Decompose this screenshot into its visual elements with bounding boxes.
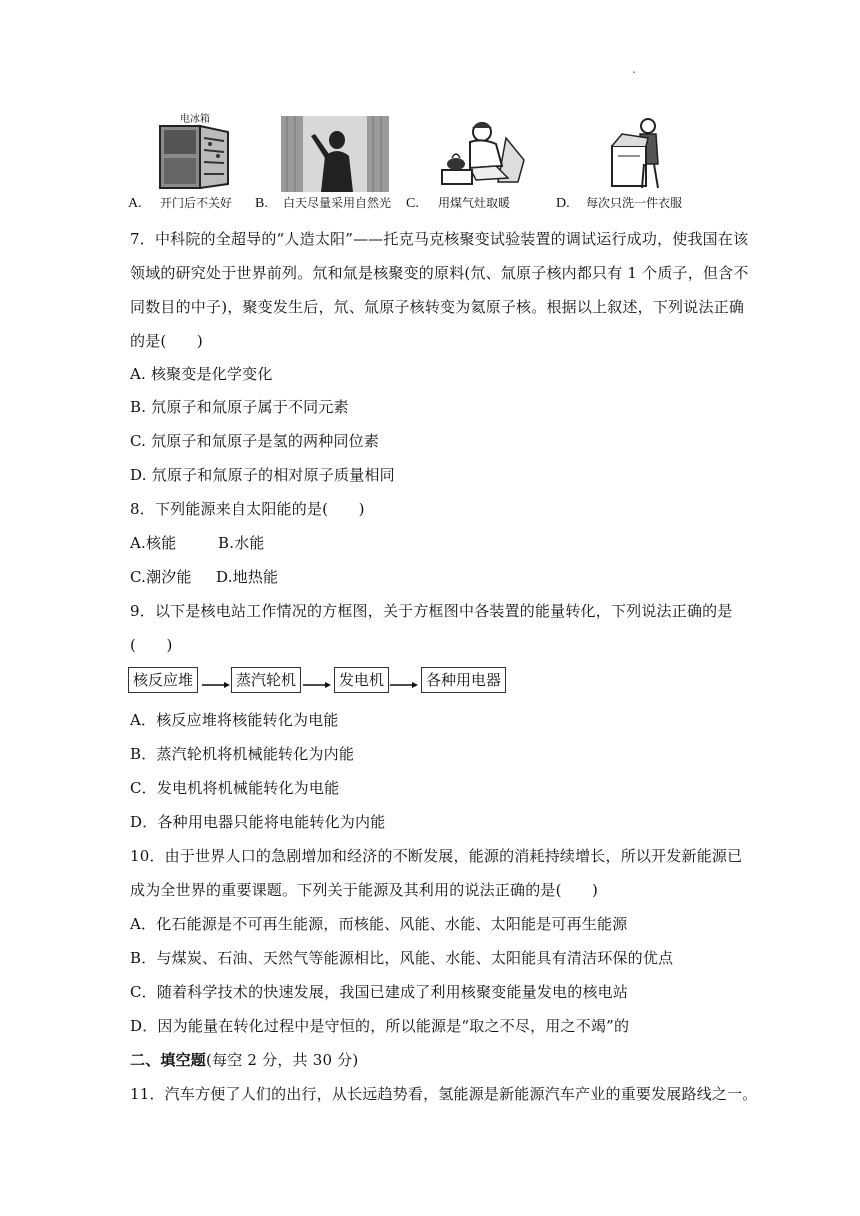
q7-option-b[interactable]: B. 氘原子和氚原子属于不同元素: [130, 398, 349, 416]
q7-stem-line-2: 领域的研究处于世界前列。氘和氚是核聚变的原料(氘、氚原子核内都只有 1 个质子，但含不: [130, 264, 749, 282]
q8-option-a[interactable]: A.核能: [130, 534, 177, 552]
washing-machine-icon: [608, 116, 668, 190]
flow-box-generator: 发电机: [334, 667, 389, 693]
flow-box-reactor: 核反应堆: [128, 667, 198, 693]
q7-option-d[interactable]: D. 氘原子和氚原子的相对原子质量相同: [130, 466, 395, 484]
q6-option-d[interactable]: [556, 112, 726, 212]
q10-option-b[interactable]: B．与煤炭、石油、天然气等能源相比，风能、水能、太阳能具有清洁环保的优点: [130, 949, 674, 967]
option-caption: 用煤气灶取暖: [438, 196, 511, 210]
q10-option-c[interactable]: C．随着科学技术的快速发展，我国已建成了利用核聚变能量发电的核电站: [130, 983, 629, 1001]
q7-stem-line-1: 7．中科院的全超导的“人造太阳”——托克马克核聚变试验装置的调试运行成功，使我国在该: [130, 230, 749, 248]
top-mark: .: [632, 62, 636, 76]
option-letter: C.: [406, 196, 419, 211]
arrow-right-icon: [202, 673, 230, 689]
q9-stem-line-2: ( ): [130, 636, 173, 654]
refrigerator-icon: [158, 124, 242, 190]
q9-option-a[interactable]: A．核反应堆将核能转化为电能: [130, 711, 339, 729]
fridge-top-label: 电冰箱: [180, 114, 210, 125]
q9-option-c[interactable]: C．发电机将机械能转化为电能: [130, 779, 340, 797]
section-title: 二、填空题: [130, 1051, 207, 1069]
q8-option-c[interactable]: C.潮汐能: [130, 568, 192, 586]
gas-stove-icon: [436, 120, 526, 190]
arrow-right-icon: [303, 673, 331, 689]
window-curtain-icon: [281, 116, 389, 192]
q8-option-d[interactable]: D.地热能: [216, 568, 279, 586]
q7-option-c[interactable]: C. 氘原子和氚原子是氢的两种同位素: [130, 432, 380, 450]
q7-stem-line-3: 同数目的中子)，聚变发生后，氘、氚原子核转变为氦原子核。根据以上叙述，下列说法正确: [130, 298, 745, 316]
q9-option-d[interactable]: D．各种用电器只能将电能转化为内能: [130, 813, 386, 831]
section-heading: [130, 1049, 358, 1070]
q8-stem: 8．下列能源来自太阳能的是( ): [130, 500, 365, 518]
option-caption: 开门后不关好: [160, 196, 233, 210]
q6-option-a[interactable]: [128, 112, 268, 212]
option-letter: D.: [556, 196, 570, 211]
q7-stem-line-4: 的是( ): [130, 332, 203, 350]
q10-option-a[interactable]: A．化石能源是不可再生能源，而核能、风能、水能、太阳能是可再生能源: [130, 915, 628, 933]
q7-option-a[interactable]: A. 核聚变是化学变化: [130, 365, 273, 383]
option-caption: 每次只洗一件衣服: [586, 196, 683, 210]
q8-option-b[interactable]: B.水能: [218, 534, 265, 552]
q6-option-b[interactable]: [253, 112, 403, 212]
option-letter: A.: [128, 196, 142, 211]
q9-stem-line-1: 9．以下是核电站工作情况的方框图，关于方框图中各装置的能量转化，下列说法正确的是: [130, 602, 733, 620]
q6-picture-options: [128, 112, 728, 212]
flow-box-appliances: 各种用电器: [421, 667, 506, 693]
q10-stem-line-2: 成为全世界的重要课题。下列关于能源及其利用的说法正确的是( ): [130, 881, 599, 899]
q6-option-c[interactable]: [406, 112, 556, 212]
section-note: (每空 2 分，共 30 分): [206, 1051, 359, 1069]
q9-option-b[interactable]: B．蒸汽轮机将机械能转化为内能: [130, 745, 355, 763]
q10-option-d[interactable]: D．因为能量在转化过程中是守恒的，所以能源是“取之不尽，用之不竭”的: [130, 1017, 630, 1035]
flow-box-turbine: 蒸汽轮机: [231, 667, 301, 693]
q10-stem-line-1: 10．由于世界人口的急剧增加和经济的不断发展，能源的消耗持续增长，所以开发新能源已: [130, 847, 743, 865]
option-letter: B.: [255, 196, 268, 211]
option-caption: 白天尽量采用自然光: [283, 196, 392, 210]
q11-stem-line-1: 11．汽车方便了人们的出行，从长远趋势看，氢能源是新能源汽车产业的重要发展路线之一。: [130, 1085, 758, 1103]
arrow-right-icon: [390, 673, 418, 689]
